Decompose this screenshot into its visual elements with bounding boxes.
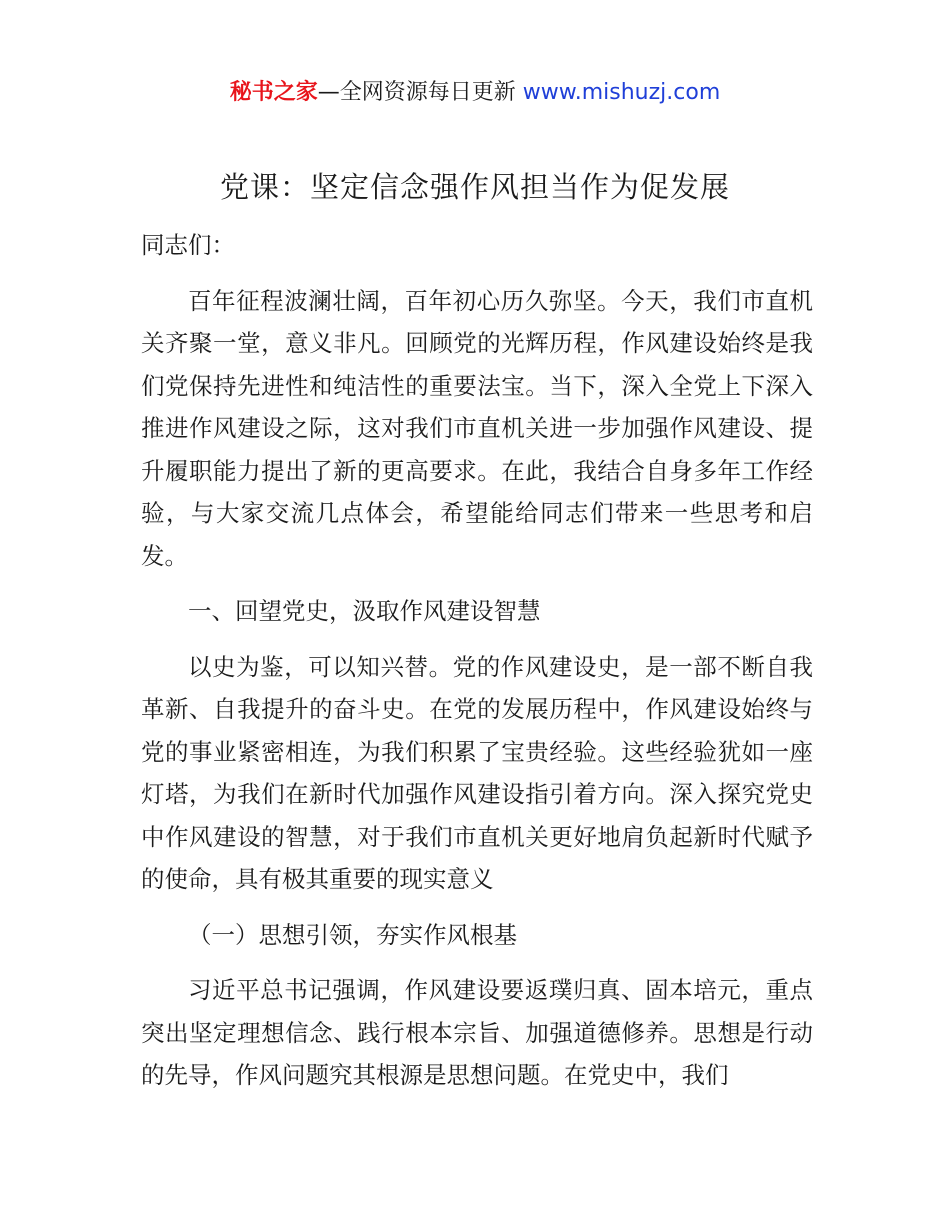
header-tagline: —全网资源每日更新 [317,80,523,105]
site-url-link[interactable]: www.mishuzj.com [522,80,721,105]
section-heading: 一、回望党史，汲取作风建设智慧 [188,597,541,625]
salutation: 同志们： [141,231,235,259]
document-body [141,224,813,1110]
document-title: 党课：坚定信念强作风担当作为促发展 [219,170,730,204]
intro-paragraph: 百年征程波澜壮阔，百年初心历久弥坚。今天，我们市直机关齐聚一堂，意义非凡。回顾党的光辉历程，作风建设始终是我们党保持先进性和纯洁性的重要法宝。当下，深入全党上下深入推进作风建设之际，这对我们市直机关进一步加强作风建设、提升履职能力提出了新的更高要求。在此，我结合自身多年工作经验，与大家交流几点体会，希望能给同志们带来一些思考和启发。 [141,286,813,570]
section-paragraph: 以史为鉴，可以知兴替。党的作风建设史，是一部不断自我革新、自我提升的奋斗史。在党的发展历程中，作风建设始终与党的事业紧密相连，为我们积累了宝贵经验。这些经验犹如一座灯塔，为我们在新时代加强作风建设指引着方向。深入探究党史中作风建设的智慧，对于我们市直机关更好地肩负起新时代赋予的使命，具有极其重要的现实意义 [141,652,813,893]
brand-name: 秘书之家 [229,80,318,105]
subsection-paragraph: 习近平总书记强调，作风建设要返璞归真、固本培元，重点突出坚定理想信念、践行根本宗旨、加强道德修养。思想是行动的先导，作风问题究其根源是思想问题。在党史中，我们 [141,976,813,1089]
subsection-heading: （一）思想引领，夯实作风根基 [188,920,517,949]
site-header [0,76,950,110]
